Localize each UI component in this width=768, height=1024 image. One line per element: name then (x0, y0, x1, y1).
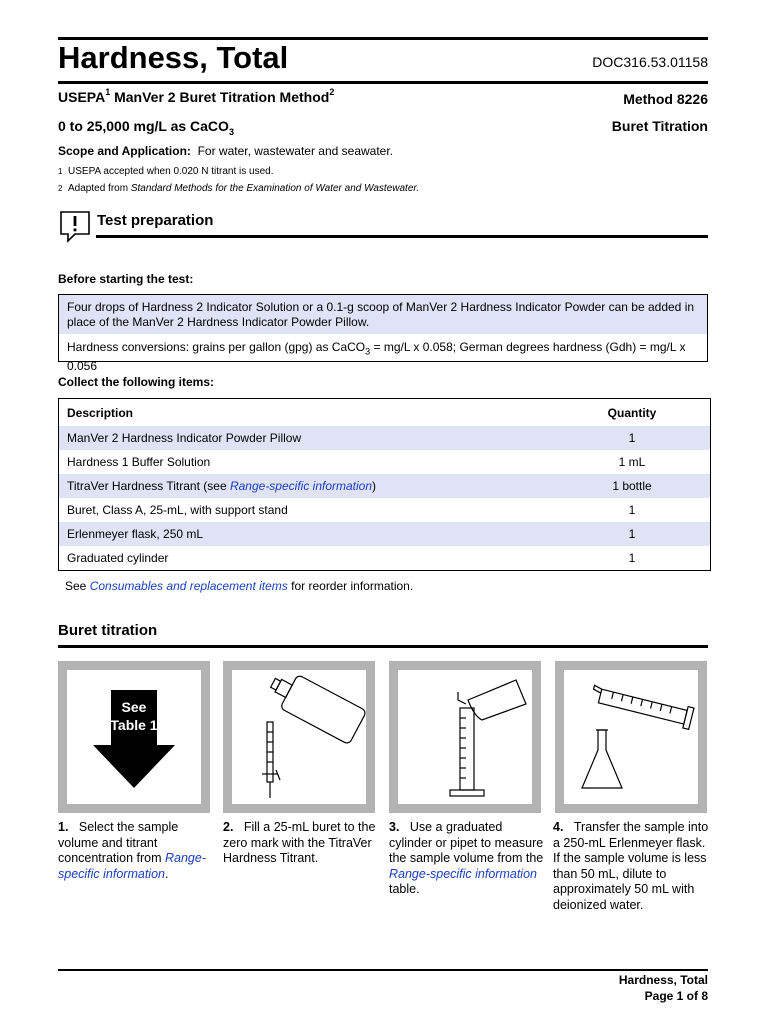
alert-document-icon (59, 210, 91, 244)
items-table (58, 398, 711, 571)
technique-label: Buret Titration (611, 118, 708, 134)
range-specific-link[interactable]: Range-specific information (58, 851, 206, 881)
document-code: DOC316.53.01158 (592, 54, 708, 70)
column-description: Description (67, 405, 134, 420)
method-number: Method 8226 (623, 91, 708, 107)
step-2-image (223, 661, 375, 813)
test-prep-heading: Test preparation (97, 212, 214, 229)
step-3-image (389, 661, 541, 813)
table-row: Hardness 1 Buffer Solution 1 mL (67, 455, 646, 469)
step-4-image (555, 661, 707, 813)
scope-application: Scope and Application: For water, wastewater and seawater. (58, 144, 394, 158)
footer-rule (58, 969, 708, 971)
before-row-1: Four drops of Hardness 2 Indicator Solution or a 0.1-g scoop of ManVer 2 Hardness Indicator Powder can be added in place of the ManVer 2 Hardness Indicator Powder Pillow. (59, 295, 707, 334)
page-title: Hardness, Total (58, 40, 289, 75)
titrant-bottle-buret-icon (232, 670, 366, 804)
down-arrow-icon (67, 670, 201, 804)
step-2-text: 2. Fill a 25-mL buret to the zero mark with the TitraVer Hardness Titrant. (223, 820, 376, 865)
step-1-text: 1. Select the sample volume and titrant concentration from Range-specific information. (58, 820, 206, 881)
table-row: ManVer 2 Hardness Indicator Powder Pillow 1 (59, 426, 711, 450)
graduated-cylinder-icon (398, 670, 532, 804)
reorder-note: See Consumables and replacement items for reorder information. (65, 579, 414, 593)
table-row: TitraVer Hardness Titrant (see Range-specific information) 1 bottle (59, 474, 711, 498)
title-rule (58, 81, 708, 84)
range-specific-link[interactable]: Range-specific information (389, 866, 537, 881)
buret-rule (58, 645, 708, 648)
table-header-row (59, 399, 711, 427)
test-prep-rule (96, 235, 708, 238)
table-row: Erlenmeyer flask, 250 mL 1 (59, 522, 711, 546)
before-heading: Before starting the test: (58, 272, 194, 286)
table-row: Buret, Class A, 25-mL, with support stand 1 (67, 503, 636, 517)
footer-page-number: Page 1 of 8 (644, 989, 708, 1003)
consumables-link[interactable]: Consumables and replacement items (89, 579, 288, 593)
column-quantity: Quantity (607, 405, 657, 420)
footnote-2: 2 Adapted from Standard Methods for the Examination of Water and Wastewater. (58, 183, 420, 194)
step-3-text: 3. Use a graduated cylinder or pipet to measure the sample volume from the Range-specific information table. (389, 820, 544, 896)
erlenmeyer-flask-icon (564, 670, 698, 804)
buret-heading: Buret titration (58, 622, 158, 639)
step-4-text: 4. Transfer the sample into a 250-mL Erlenmeyer flask. If the sample volume is less than 50 mL, dilute to approximately 50 mL with deionized water. (553, 820, 709, 912)
footer-title: Hardness, Total (618, 973, 708, 987)
range-specific-link[interactable]: Range-specific information (229, 479, 373, 493)
footnote-1: 1 USEPA accepted when 0.020 N titrant is used. (58, 166, 274, 177)
method-title: USEPA$^1$ ManVer 2 Buret Titration Method$^2$ (58, 87, 335, 105)
range-label: 0 to 25,000 mg/L as CaCO$_3$ (58, 118, 234, 137)
collect-heading: Collect the following items: (58, 375, 215, 389)
before-row-2: Hardness conversions: grains per gallon (gpg) as CaCO$_3$ = mg/L x 0.058; German degrees hardness (Gdh) = mg/L x 0.056 (67, 340, 686, 374)
step-1-image: See Table 1 (58, 661, 210, 813)
table-row: Graduated cylinder 1 (67, 551, 636, 565)
before-box (58, 294, 708, 374)
